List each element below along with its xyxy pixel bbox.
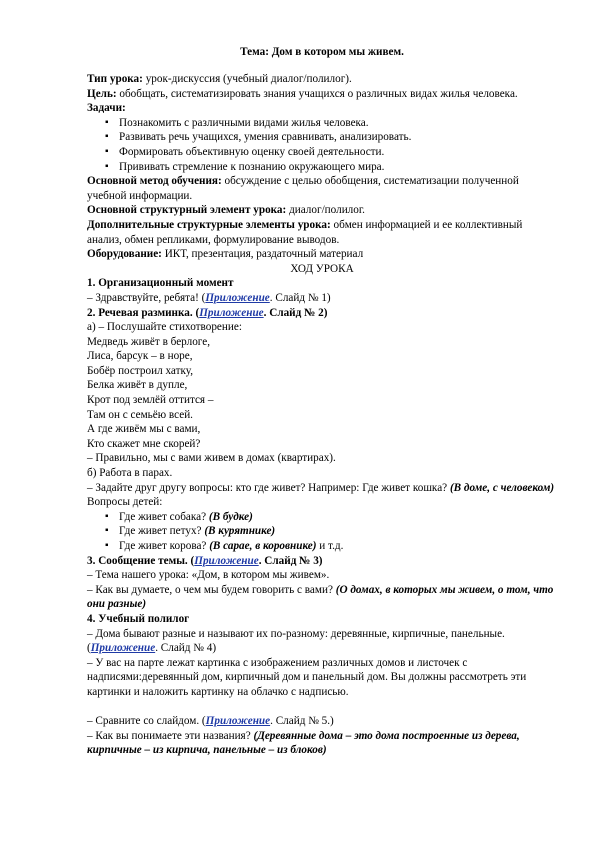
- tasks-label: Задачи:: [87, 102, 126, 115]
- appendix-link[interactable]: Приложение: [194, 554, 259, 567]
- document-body: [87, 72, 557, 758]
- section-2-right: – Правильно, мы с вами живем в домах (квартирах).: [87, 452, 336, 465]
- course-heading: ХОД УРОКА: [290, 262, 354, 275]
- appendix-link[interactable]: Приложение: [90, 642, 156, 655]
- section-3-line: – Как вы думаете, о чем мы будем говорить с вами? (О домах, в которых мы живем, о том, что они разные): [87, 583, 554, 611]
- section-4-line: – Как вы понимаете эти названия? (Деревянные дома – это дома построенные из дерева, кирпичные – из кирпича, панельные – из блоков): [87, 729, 520, 757]
- list-item: ▪ Развивать речь учащихся, умения сравнивать, анализировать.: [87, 130, 557, 145]
- kids-questions-list: [87, 510, 557, 554]
- section-3-heading: 3. Сообщение темы. (Приложение. Слайд № 3): [87, 554, 323, 567]
- section-1-greeting: – Здравствуйте, ребята! (Приложение. Слайд № 1): [87, 291, 331, 304]
- spacer: [87, 700, 557, 715]
- section-4-line: – У вас на парте лежат картинка с изображением различных домов и листочек с надписями:деревянный дом, кирпичный дом и панельный дом. Вы должны рассмотреть эти картинки и наложить картинку на облачко с надписью.: [87, 656, 527, 698]
- poem-line: Медведь живёт в берлоге,: [87, 335, 211, 348]
- section-2-heading: 2. Речевая разминка. (Приложение. Слайд № 2): [87, 306, 328, 319]
- poem-line: А где живём мы с вами,: [87, 423, 201, 436]
- extra-structure: Дополнительные структурные элементы урока: обмен информацией и ее коллективный анализ, обмен репликами, формулирование выводов.: [87, 218, 523, 246]
- document-title: Тема: Дом в котором мы живем.: [240, 46, 404, 58]
- section-4-line: – Сравните со слайдом. (Приложение. Слайд № 5.): [87, 715, 334, 728]
- section-3-line: – Тема нашего урока: «Дом, в котором мы живем».: [87, 569, 330, 582]
- appendix-link[interactable]: Приложение: [199, 306, 264, 319]
- poem-line: Кто скажет мне скорей?: [87, 437, 201, 450]
- list-item: ▪ Где живет петух? (В курятнике): [87, 524, 557, 539]
- section-2-a: а) – Послушайте стихотворение:: [87, 321, 242, 334]
- lesson-type: Тип урока: урок-дискуссия (учебный диалог/полилог).: [87, 73, 352, 85]
- section-4-heading: 4. Учебный полилог: [87, 612, 190, 625]
- poem-line: Лиса, барсук – в норе,: [87, 350, 193, 363]
- kids-questions-label: Вопросы детей:: [87, 496, 163, 509]
- section-4-line: – Дома бывают разные и называют их по-разному: деревянные, кирпичные, панельные. (Приложение. Слайд № 4): [87, 627, 505, 655]
- main-method: Основной метод обучения: обсуждение с целью обобщения, систематизации полученной учебной информации.: [87, 175, 519, 202]
- equipment: Оборудование: ИКТ, презентация, раздаточный материал: [87, 248, 364, 261]
- list-item: ▪ Познакомить с различными видами жилья человека.: [87, 116, 557, 131]
- poem-line: Бобёр построил хатку,: [87, 364, 194, 377]
- appendix-link[interactable]: Приложение: [205, 291, 270, 304]
- section-1-heading: 1. Организационный момент: [87, 277, 234, 290]
- poem-line: Крот под землёй оттится –: [87, 394, 214, 407]
- section-2-ask: – Задайте друг другу вопросы: кто где живет? Например: Где живет кошка? (В доме, с человеком): [87, 481, 555, 494]
- main-structure: Основной структурный элемент урока: диалог/полилог.: [87, 204, 365, 217]
- list-item: ▪ Где живет корова? (В сарае, в коровнике) и т.д.: [87, 539, 557, 554]
- poem-line: Там он с семьёю всей.: [87, 408, 193, 421]
- list-item: ▪ Прививать стремление к познанию окружающего мира.: [87, 160, 557, 175]
- tasks-list: [87, 116, 557, 174]
- section-2-b: б) Работа в парах.: [87, 467, 173, 480]
- list-item: ▪ Где живет собака? (В будке): [87, 510, 557, 525]
- lesson-goal: Цель: обобщать, систематизировать знания учащихся о различных видах жилья человека.: [87, 87, 518, 100]
- list-item: ▪ Формировать объективную оценку своей деятельности.: [87, 145, 557, 160]
- appendix-link[interactable]: Приложение: [205, 715, 271, 728]
- poem-line: Белка живёт в дупле,: [87, 379, 188, 392]
